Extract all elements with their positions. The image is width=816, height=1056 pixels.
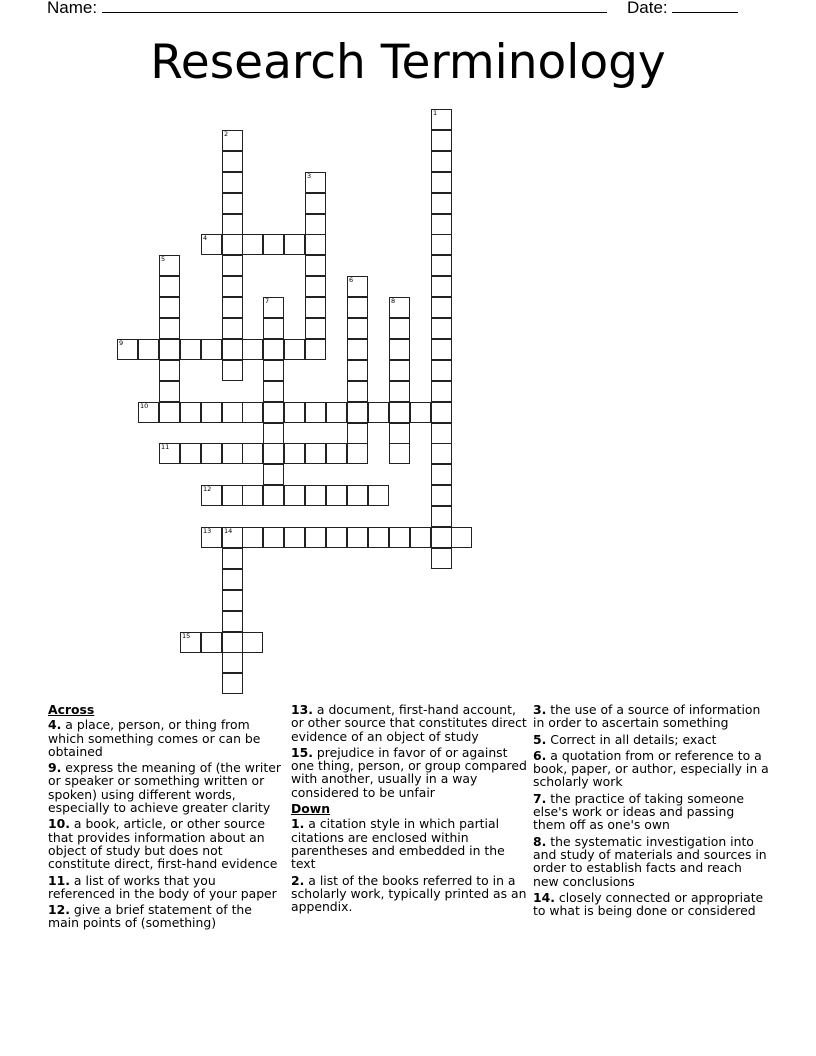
clue-down-8: 8. the systematic investigation into and study of materials and sources in order to establish facts and reach new conclusions (533, 833, 767, 889)
grid-cell[interactable] (347, 360, 368, 381)
grid-cell[interactable] (159, 402, 180, 423)
grid-cell[interactable] (284, 443, 305, 464)
grid-cell[interactable] (180, 632, 201, 653)
grid-cell[interactable] (222, 172, 243, 193)
cell-number: 9 (119, 339, 124, 347)
grid-cell[interactable] (201, 485, 222, 506)
grid-cell[interactable] (159, 276, 180, 297)
grid-cell[interactable] (347, 527, 368, 548)
grid-cell[interactable] (305, 402, 326, 423)
grid-cell[interactable] (431, 423, 452, 444)
grid-cell[interactable] (305, 214, 326, 235)
grid-cell[interactable] (368, 527, 389, 548)
grid-cell[interactable] (431, 360, 452, 381)
grid-cell[interactable] (431, 109, 452, 130)
grid-cell[interactable] (389, 527, 410, 548)
grid-cell[interactable] (201, 443, 222, 464)
grid-cell[interactable] (389, 297, 410, 318)
grid-cell[interactable] (305, 527, 326, 548)
grid-cell[interactable] (159, 339, 180, 360)
grid-cell[interactable] (222, 214, 243, 235)
grid-cell[interactable] (222, 569, 243, 590)
grid-cell[interactable] (326, 402, 347, 423)
clue-column-2 (291, 703, 527, 916)
grid-cell[interactable] (222, 527, 243, 548)
grid-cell[interactable] (222, 255, 243, 276)
grid-cell[interactable] (431, 234, 452, 255)
cell-number: 14 (224, 527, 233, 535)
grid-cell[interactable] (389, 339, 410, 360)
grid-cell[interactable] (263, 464, 284, 485)
grid-cell[interactable] (222, 297, 243, 318)
grid-cell[interactable] (451, 527, 472, 548)
grid-cell[interactable] (305, 234, 326, 255)
clue-across-12: 12. give a brief statement of the main points of (something) (48, 902, 252, 931)
grid-cell[interactable] (347, 485, 368, 506)
clue-column-1 (48, 703, 284, 933)
grid-cell[interactable] (431, 130, 452, 151)
grid-cell[interactable] (284, 402, 305, 423)
grid-cell[interactable] (284, 339, 305, 360)
grid-cell[interactable] (222, 130, 243, 151)
grid-cell[interactable] (222, 360, 243, 381)
grid-cell[interactable] (410, 402, 431, 423)
cell-number: 11 (161, 443, 170, 451)
cell-number: 10 (140, 402, 149, 410)
grid-cell[interactable] (242, 234, 263, 255)
grid-cell[interactable] (431, 151, 452, 172)
clue-across-15: 15. prejudice in favor of or against one thing, person, or group compared with another, usually in a way considered to be unfair (291, 744, 527, 800)
clue-down-1: 1. a citation style in which partial citations are enclosed within parentheses and embedded in the text (291, 816, 505, 872)
cell-number: 12 (203, 485, 212, 493)
grid-cell[interactable] (431, 214, 452, 235)
grid-cell[interactable] (326, 485, 347, 506)
grid-cell[interactable] (305, 172, 326, 193)
grid-cell[interactable] (305, 443, 326, 464)
grid-cell[interactable] (347, 276, 368, 297)
cell-number: 4 (203, 234, 208, 242)
grid-cell[interactable] (222, 652, 243, 673)
grid-cell[interactable] (263, 318, 284, 339)
grid-cell[interactable] (242, 632, 263, 653)
grid-cell[interactable] (222, 318, 243, 339)
grid-cell[interactable] (431, 276, 452, 297)
grid-cell[interactable] (159, 381, 180, 402)
grid-cell[interactable] (222, 402, 243, 423)
date-label: Date: (627, 0, 668, 17)
grid-cell[interactable] (263, 339, 284, 360)
grid-cell[interactable] (389, 402, 410, 423)
grid-cell[interactable] (159, 443, 180, 464)
grid-cell[interactable] (431, 548, 452, 569)
grid-cell[interactable] (222, 443, 243, 464)
grid-cell[interactable] (201, 527, 222, 548)
grid-cell[interactable] (389, 423, 410, 444)
grid-cell[interactable] (347, 381, 368, 402)
grid-cell[interactable] (431, 339, 452, 360)
clue-down-7: 7. the practice of taking someone else's work or ideas and passing them off as one's own (533, 790, 745, 833)
grid-cell[interactable] (159, 318, 180, 339)
grid-cell[interactable] (138, 402, 159, 423)
clue-across-4: 4. a place, person, or thing from which something comes or can be obtained (48, 717, 261, 759)
grid-cell[interactable] (159, 297, 180, 318)
grid-cell[interactable] (284, 234, 305, 255)
cell-number: 3 (307, 172, 312, 180)
grid-cell[interactable] (263, 402, 284, 423)
grid-cell[interactable] (389, 318, 410, 339)
cell-number: 5 (161, 255, 166, 263)
grid-cell[interactable] (431, 464, 452, 485)
grid-cell[interactable] (326, 527, 347, 548)
clue-across-13: 13. a document, first-hand account, or other source that constitutes direct evidence of an object of study (291, 702, 527, 744)
grid-cell[interactable] (201, 234, 222, 255)
grid-cell[interactable] (222, 339, 243, 360)
grid-cell[interactable] (242, 339, 263, 360)
grid-cell[interactable] (263, 423, 284, 444)
grid-cell[interactable] (222, 548, 243, 569)
grid-cell[interactable] (201, 402, 222, 423)
grid-cell[interactable] (431, 318, 452, 339)
grid-cell[interactable] (263, 381, 284, 402)
grid-cell[interactable] (431, 402, 452, 423)
grid-cell[interactable] (242, 443, 263, 464)
grid-cell[interactable] (242, 402, 263, 423)
grid-cell[interactable] (347, 402, 368, 423)
grid-cell[interactable] (389, 381, 410, 402)
clue-down-5: 5. Correct in all details; exact (533, 731, 717, 747)
grid-cell[interactable] (222, 151, 243, 172)
grid-cell[interactable] (222, 673, 243, 694)
grid-cell[interactable] (305, 318, 326, 339)
grid-cell[interactable] (263, 527, 284, 548)
grid-cell[interactable] (347, 297, 368, 318)
grid-cell[interactable] (347, 443, 368, 464)
cell-number: 2 (224, 130, 229, 138)
grid-cell[interactable] (180, 402, 201, 423)
cell-number: 15 (182, 632, 191, 640)
grid-cell[interactable] (159, 360, 180, 381)
grid-cell[interactable] (347, 423, 368, 444)
grid-cell[interactable] (389, 360, 410, 381)
grid-cell[interactable] (347, 318, 368, 339)
grid-cell[interactable] (326, 443, 347, 464)
clue-across-11: 11. a list of works that you referenced in the body of your paper (48, 872, 277, 901)
grid-cell[interactable] (222, 485, 243, 506)
grid-cell[interactable] (201, 632, 222, 653)
grid-cell[interactable] (347, 339, 368, 360)
grid-cell[interactable] (242, 527, 263, 548)
grid-cell[interactable] (368, 485, 389, 506)
grid-cell[interactable] (180, 443, 201, 464)
grid-cell[interactable] (159, 255, 180, 276)
grid-cell[interactable] (201, 339, 222, 360)
grid-cell[interactable] (410, 527, 431, 548)
clue-down-2: 2. a list of the books referred to in a scholarly work, typically printed as an appendix. (291, 872, 527, 915)
cell-number: 6 (349, 276, 354, 284)
grid-cell[interactable] (431, 255, 452, 276)
grid-cell[interactable] (263, 234, 284, 255)
cell-number: 13 (203, 527, 212, 535)
grid-cell[interactable] (431, 527, 452, 548)
cell-number: 1 (433, 109, 438, 117)
grid-cell[interactable] (222, 632, 243, 653)
grid-cell[interactable] (284, 527, 305, 548)
page-title: Research Terminology (150, 35, 666, 90)
grid-cell[interactable] (242, 485, 263, 506)
clue-down-14: 14. closely connected or appropriate to what is being done or considered (533, 889, 764, 919)
grid-cell[interactable] (222, 611, 243, 632)
cell-number: 7 (265, 297, 270, 305)
grid-cell[interactable] (431, 485, 452, 506)
clue-down-3: 3. the use of a source of information in order to ascertain something (533, 702, 761, 731)
grid-cell[interactable] (222, 276, 243, 297)
clue-across-10: 10. a book, article, or other source that provides information about an object of study but does not constitute direct, first-hand evidence (48, 816, 278, 872)
grid-cell[interactable] (222, 590, 243, 611)
grid-cell[interactable] (368, 402, 389, 423)
grid-cell[interactable] (431, 172, 452, 193)
cell-number: 8 (391, 297, 396, 305)
grid-cell[interactable] (263, 443, 284, 464)
grid-cell[interactable] (431, 193, 452, 214)
clue-column-3 (533, 703, 769, 920)
grid-cell[interactable] (389, 443, 410, 464)
grid-cell[interactable] (305, 255, 326, 276)
clue-across-9: 9. express the meaning of (the writer or speaker or something written or spoken) using different words, especially to achieve greater clarity (48, 760, 281, 816)
grid-cell[interactable] (138, 339, 159, 360)
grid-cell[interactable] (222, 234, 243, 255)
grid-cell[interactable] (117, 339, 138, 360)
grid-cell[interactable] (222, 193, 243, 214)
grid-cell[interactable] (431, 443, 452, 464)
grid-cell[interactable] (431, 506, 452, 527)
grid-cell[interactable] (431, 381, 452, 402)
grid-cell[interactable] (263, 485, 284, 506)
grid-cell[interactable] (305, 297, 326, 318)
grid-cell[interactable] (284, 485, 305, 506)
grid-cell[interactable] (431, 297, 452, 318)
grid-cell[interactable] (180, 339, 201, 360)
grid-cell[interactable] (305, 276, 326, 297)
clue-down-6: 6. a quotation from or reference to a book, paper, or author, especially in a scholarly work (533, 747, 769, 790)
grid-cell[interactable] (305, 193, 326, 214)
across-heading: Across (48, 702, 95, 717)
down-heading: Down (291, 801, 331, 817)
grid-cell[interactable] (263, 360, 284, 381)
name-label: Name: (47, 0, 98, 17)
grid-cell[interactable] (263, 297, 284, 318)
grid-cell[interactable] (305, 339, 326, 360)
grid-cell[interactable] (305, 485, 326, 506)
